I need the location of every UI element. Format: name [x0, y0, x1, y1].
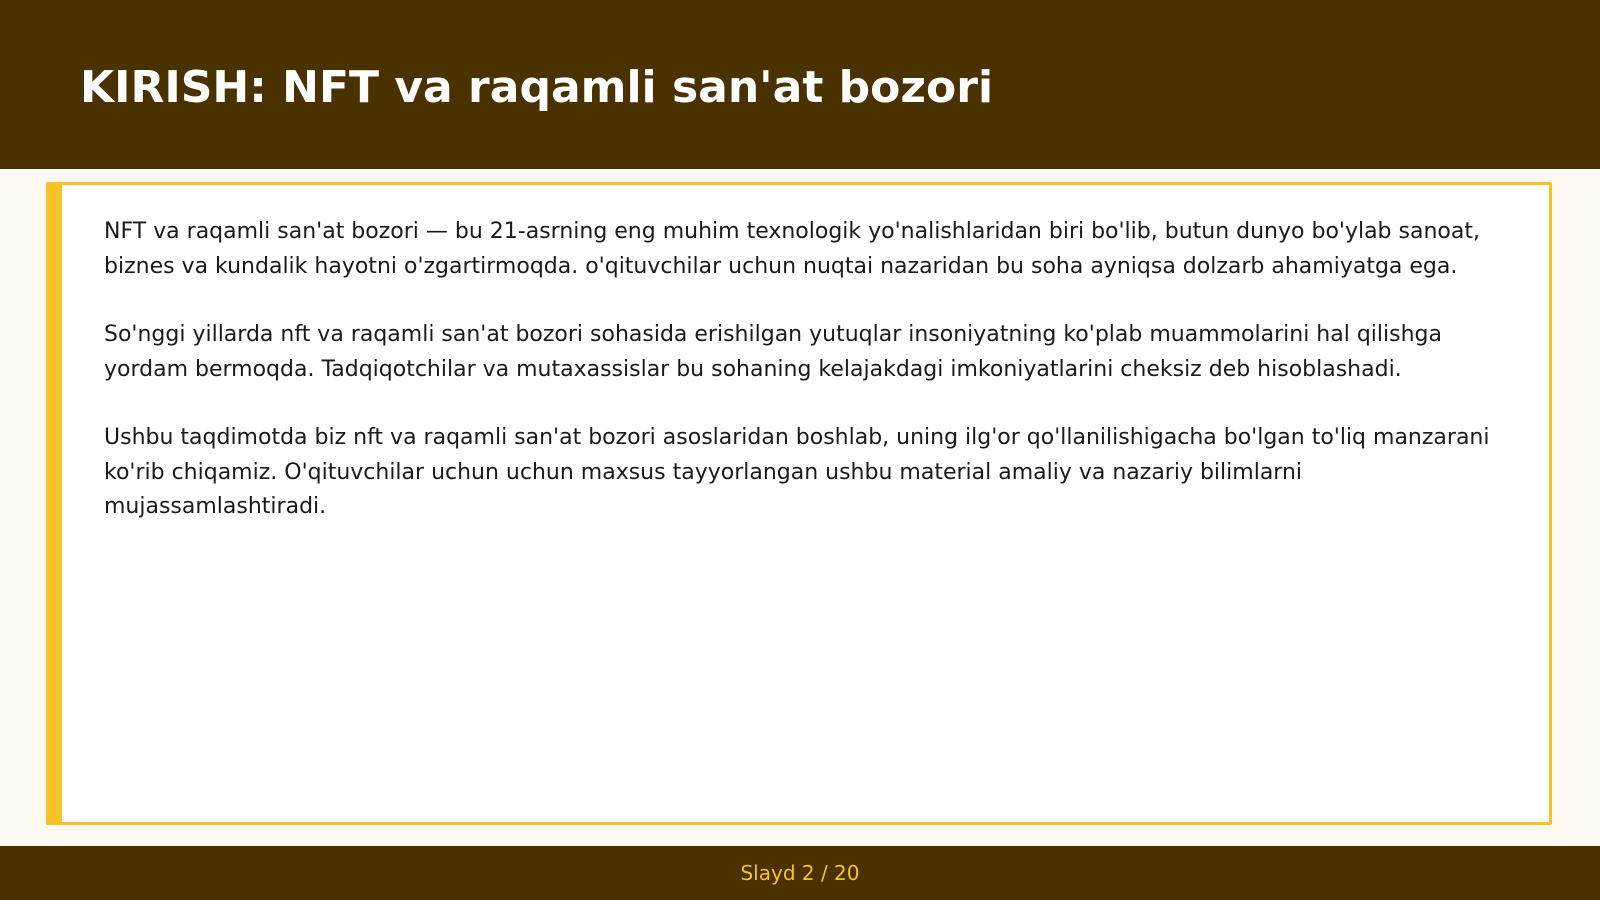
paragraph-overview: Ushbu taqdimotda biz nft va raqamli san'at bozori asoslaridan boshlab, uning ilg'or qo'llanilishigacha bo'lgan to'liq manzarani ko'rib chiqamiz. O'qituvchilar uchun uchun maxsus tayyorlangan ushbu material amaliy va nazariy bilimlarni mujassamlashtiradi.: [104, 425, 1490, 519]
body-text: [104, 215, 1504, 559]
slide-header: [0, 0, 1600, 169]
paragraph-intro: NFT va raqamli san'at bozori — bu 21-asrning eng muhim texnologik yo'nalishlaridan biri bo'lib, butun dunyo bo'ylab sanoat, biznes va kundalik hayotni o'zgartirmoqda. o'qituvchilar uchun nuqtai nazaridan bu soha ayniqsa dolzarb ahamiyatga ega.: [104, 219, 1480, 279]
paragraph-achievements: So'nggi yillarda nft va raqamli san'at bozori sohasida erishilgan yutuqlar insoniyatning ko'plab muammolarini hal qilishga yordam bermoqda. Tadqiqotchilar va mutaxassislar bu sohaning kelajakdagi imkoniyatlarini cheksiz deb hisoblashadi.: [104, 322, 1442, 382]
slide-footer: [0, 846, 1600, 900]
content-card: [46, 182, 1552, 825]
slide-title: KIRISH: NFT va raqamli san'at bozori: [80, 62, 994, 113]
slide-number: Slayd 2 / 20: [740, 861, 860, 885]
